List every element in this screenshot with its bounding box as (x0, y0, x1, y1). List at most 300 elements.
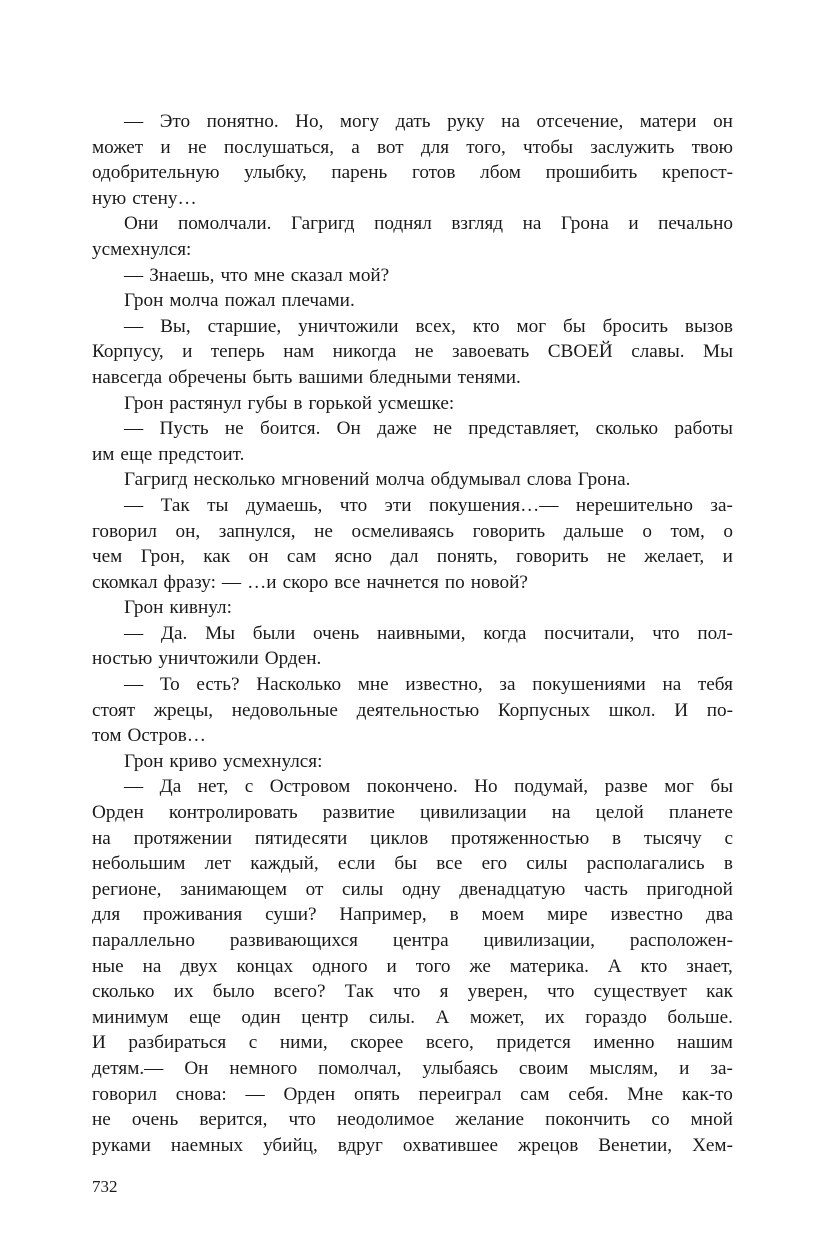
word: наемных (170, 1134, 244, 1156)
word: боится. (259, 418, 321, 440)
text-line (92, 544, 733, 570)
word: …и (247, 571, 277, 593)
word: от (305, 878, 324, 900)
word: вызов (684, 315, 733, 337)
word: небольшим (92, 853, 186, 875)
word: послушаться, (223, 136, 335, 158)
word: он (713, 111, 733, 132)
word: контролировать (168, 802, 298, 824)
word: СВОЕЙ (547, 341, 613, 363)
word: уничтожили (298, 315, 399, 337)
word: их (544, 1006, 565, 1028)
word: сам (520, 1083, 550, 1105)
word: а (351, 136, 360, 158)
text-line (92, 237, 733, 263)
word: проживания (143, 904, 243, 926)
word: — (124, 622, 144, 644)
word: всех, (415, 315, 456, 337)
word: вашими (298, 366, 364, 388)
text-line (92, 1030, 733, 1056)
word: работы (674, 418, 733, 440)
word: Мы (205, 622, 236, 644)
text-line (92, 314, 733, 340)
word: о (723, 520, 733, 542)
word: очень (312, 622, 360, 644)
word: Это (159, 111, 191, 132)
word: теперь (210, 341, 265, 363)
word: губы (247, 392, 288, 414)
word: — (124, 674, 144, 696)
word: когда (483, 622, 527, 644)
word: подумай, (514, 776, 589, 798)
word: развитие (322, 802, 395, 824)
word: циклов (370, 827, 429, 849)
word: желает, (644, 546, 705, 568)
word: мгновений (281, 469, 370, 491)
word: вдруг (337, 1134, 383, 1156)
word: посчитали, (544, 622, 635, 644)
word: поднял (374, 213, 432, 235)
word: Да (159, 776, 182, 798)
word: своим (518, 1057, 569, 1079)
word: что (393, 981, 421, 1003)
text-line (92, 979, 733, 1005)
word: все (436, 853, 463, 875)
text-line (92, 391, 733, 417)
word: лет (204, 853, 232, 875)
word: — (245, 1083, 265, 1105)
word: школ. (608, 699, 656, 721)
word: завоевать (451, 341, 530, 363)
word: То (159, 674, 180, 696)
word: часть (584, 878, 628, 900)
word: Гагригд (124, 469, 188, 491)
word: Мне (627, 1083, 664, 1105)
word: еще (120, 443, 153, 465)
word: понятно. (206, 111, 279, 132)
word: и (628, 213, 639, 235)
word: нет, (197, 776, 229, 798)
word: пожал (224, 290, 276, 312)
word: одну (401, 878, 441, 900)
word: Грона (560, 213, 609, 235)
word: руками (92, 1134, 151, 1156)
word: он, (175, 520, 201, 542)
word: на (522, 213, 542, 235)
word: пол- (697, 622, 733, 644)
word: с (244, 776, 254, 798)
word: центр (301, 1006, 349, 1028)
word: моем (481, 904, 525, 926)
word: и (160, 136, 171, 158)
word: нерешительно (575, 494, 693, 516)
word: недовольные (231, 699, 338, 721)
word: на (551, 802, 571, 824)
word: навсегда (92, 366, 163, 388)
word: покончить (545, 1109, 631, 1131)
text-line (92, 826, 733, 852)
word: на (662, 674, 682, 696)
word: занимающем (180, 878, 288, 900)
word: и (386, 955, 397, 977)
word: материка. (509, 955, 589, 977)
word: Он (336, 418, 361, 440)
word: готов (411, 162, 456, 184)
word: Венетии, (598, 1134, 673, 1156)
word: Так (344, 981, 374, 1003)
word: и (182, 341, 193, 363)
word: Корпусных (497, 699, 591, 721)
word: для (420, 136, 450, 158)
word: не (433, 418, 452, 440)
word: крепост- (661, 162, 733, 184)
word: ностью (92, 648, 153, 670)
word: никогда (332, 341, 397, 363)
word: лбом (480, 162, 521, 184)
word: Они (124, 213, 159, 235)
word: Грон, (140, 546, 185, 568)
word: эти (384, 494, 412, 516)
word: Орден. (264, 648, 322, 670)
word: Знаешь, (149, 264, 215, 286)
word: за- (710, 494, 733, 516)
word: чтобы (522, 136, 574, 158)
word: одобрительную (92, 162, 220, 184)
word: что (288, 1109, 316, 1131)
page-number: 732 (92, 1177, 118, 1196)
word: покушениями (532, 674, 646, 696)
word: неодолимое (337, 1109, 435, 1131)
text-line (92, 723, 733, 749)
word: уверен, (467, 981, 528, 1003)
text-line (92, 1082, 733, 1108)
word: знает, (686, 955, 733, 977)
word: говорить (516, 546, 589, 568)
word: не (607, 546, 626, 568)
word: кивнул: (169, 597, 232, 619)
word: не (414, 341, 434, 363)
word: охватившее (402, 1134, 498, 1156)
word: молча (375, 469, 425, 491)
word: запнулся, (218, 520, 296, 542)
word: том (92, 725, 122, 747)
word: быть (252, 366, 293, 388)
word: нашим (676, 1032, 733, 1054)
word: больше. (667, 1006, 733, 1028)
word: мой? (348, 264, 390, 286)
word: тебя (697, 674, 733, 696)
word: Орден (92, 802, 144, 824)
word: очень (131, 1109, 179, 1131)
word: одного (312, 955, 368, 977)
word: горькой (308, 392, 373, 414)
word: новой? (470, 571, 528, 593)
text-line (92, 902, 733, 928)
word: по (444, 571, 465, 593)
word: А (435, 1006, 450, 1028)
word: твою (691, 136, 733, 158)
text-line (92, 698, 733, 724)
text-line (92, 519, 733, 545)
word: нам (283, 341, 315, 363)
word: что (547, 981, 575, 1003)
word: на (92, 827, 111, 849)
word: и (679, 1057, 690, 1079)
word: есть? (196, 674, 240, 696)
word: ные (92, 955, 124, 977)
word: ясно (334, 546, 372, 568)
word: со (651, 1109, 670, 1131)
text-line (92, 954, 733, 980)
word: может, (469, 1006, 525, 1028)
word: развивающихся (229, 930, 358, 951)
text-line (92, 160, 733, 186)
word: разбираться (128, 1032, 227, 1054)
word: бледными (369, 366, 452, 388)
word: бы (563, 315, 586, 337)
word: еще (189, 1006, 221, 1028)
word: пятидесяти (254, 827, 348, 849)
word: в (612, 827, 622, 849)
word: гораздо (585, 1006, 647, 1028)
word: деятельностью (356, 699, 480, 721)
word: силы. (368, 1006, 416, 1028)
word: начнется (366, 571, 439, 593)
word: ты (207, 494, 229, 516)
word: и (722, 546, 733, 568)
word: говорил (92, 520, 157, 542)
word: сам (286, 546, 317, 568)
text-line (92, 749, 733, 775)
word: бы (394, 853, 418, 875)
text-line (92, 621, 733, 647)
word: я (439, 981, 449, 1003)
word: том, (670, 520, 705, 542)
word: помолчал, (318, 1057, 402, 1079)
text-line (92, 263, 733, 289)
word: плечами. (281, 290, 355, 312)
text-line (92, 467, 733, 493)
word: всего, (425, 1032, 474, 1054)
word: И (674, 699, 689, 721)
word: осмеливаясь (351, 520, 455, 542)
word: — (124, 264, 144, 286)
word: руку (447, 111, 485, 132)
word: его (481, 853, 508, 875)
word: жрецов (517, 1134, 579, 1156)
word: отсечение, (536, 111, 624, 132)
text-line (92, 1056, 733, 1082)
word: Хем- (692, 1134, 733, 1156)
word: что (652, 622, 680, 644)
word: придется (496, 1032, 571, 1054)
word: же (469, 955, 491, 977)
word: сколько (595, 418, 659, 440)
word: Вы, (160, 315, 191, 337)
word: мыслям, (589, 1057, 659, 1079)
word: бросить (602, 315, 668, 337)
word: двенадцатую (459, 878, 566, 900)
word: один (241, 1006, 281, 1028)
word: себя. (568, 1083, 609, 1105)
word: — (124, 315, 144, 337)
text-line (92, 774, 733, 800)
word: ними, (279, 1032, 328, 1054)
word: вот (376, 136, 404, 158)
word: А (607, 955, 622, 977)
word: желание (455, 1109, 525, 1131)
word: Он (184, 1057, 209, 1079)
word: понять, (436, 546, 498, 568)
word: как (706, 981, 733, 1003)
text-line (92, 646, 733, 672)
word: силы (342, 878, 384, 900)
word: силы (526, 853, 568, 875)
text-line (92, 1005, 733, 1031)
word: улыбку, (244, 162, 307, 184)
word: Но (474, 776, 498, 798)
text-line (92, 135, 733, 161)
text-line (92, 493, 733, 519)
text-line (92, 928, 733, 954)
word: концах (236, 955, 294, 977)
word: мной (690, 1109, 733, 1131)
word: печально (658, 213, 733, 235)
text-line (92, 1107, 733, 1133)
word: переиграл (418, 1083, 502, 1105)
word: — (124, 494, 144, 516)
word: Орден (283, 1083, 336, 1105)
word: Но, (295, 111, 324, 132)
word: Да. (160, 622, 188, 644)
word: суши? (265, 904, 317, 926)
word: пригодной (646, 878, 733, 900)
word: Грон (124, 392, 164, 414)
word: прошибить (545, 162, 638, 184)
word: обдумывал (430, 469, 521, 491)
word: целой (595, 802, 644, 824)
text-line (92, 109, 733, 135)
word: именно (593, 1032, 655, 1054)
word: на (501, 111, 520, 132)
text-line (92, 416, 733, 442)
text-line (92, 339, 733, 365)
text-line (92, 211, 733, 237)
word: тысячу (643, 827, 702, 849)
word: обречены (168, 366, 247, 388)
word: Мы (703, 341, 733, 363)
word: если (337, 853, 376, 875)
word: протяженностью (450, 827, 590, 849)
word: Насколько (256, 674, 342, 696)
text-line (92, 595, 733, 621)
word: Корпусу, (92, 341, 164, 363)
word: не (187, 136, 207, 158)
word: два (705, 904, 733, 926)
word: мог (516, 315, 547, 337)
word: с (248, 1032, 258, 1054)
text-line (92, 672, 733, 698)
word: убийц, (263, 1134, 318, 1156)
word: дальше (563, 520, 624, 542)
word: что (220, 264, 248, 286)
word: их (173, 981, 194, 1003)
word: растянул (169, 392, 242, 414)
word: мне (357, 674, 389, 696)
word: чем (92, 546, 123, 568)
word: может (92, 136, 144, 158)
word: славы. (631, 341, 685, 363)
word: бы (710, 776, 733, 798)
word: матери (639, 111, 697, 132)
word: помолчали. (177, 213, 272, 235)
word: регионе, (92, 878, 162, 900)
word: усмехнулся: (223, 750, 323, 772)
word: за (499, 674, 516, 696)
word: двух (180, 955, 218, 977)
word: Островом (269, 776, 351, 798)
word: кто (640, 955, 668, 977)
word: заслужить (590, 136, 675, 158)
word: Грон (124, 597, 164, 619)
word: — (124, 418, 144, 440)
word: для (92, 904, 121, 926)
text-line (92, 365, 733, 391)
text-line (92, 1133, 733, 1159)
word: существует (593, 981, 687, 1003)
word: не (314, 520, 333, 542)
word: мире (547, 904, 588, 926)
word: Например, (339, 904, 427, 926)
text-line (92, 186, 733, 212)
word: жрецы, (153, 699, 214, 721)
word: каждый, (250, 853, 319, 875)
word: верится, (199, 1109, 268, 1131)
word: фразу: (163, 571, 216, 593)
word: Грон (124, 290, 164, 312)
word: усмехнулся: (92, 238, 192, 260)
word: не (92, 1109, 111, 1131)
word: — (124, 776, 144, 798)
word: ную (92, 187, 127, 209)
word: Пусть (159, 418, 209, 440)
text-line (92, 877, 733, 903)
word: улыбаясь (422, 1057, 498, 1079)
word: скорее (350, 1032, 404, 1054)
body-text (92, 109, 733, 1158)
word: за- (710, 1057, 733, 1079)
word: слова (526, 469, 572, 491)
word: все (334, 571, 361, 593)
word: сколько (92, 981, 155, 1003)
word: думаешь, (245, 494, 323, 516)
word: несколько (193, 469, 276, 491)
word: стену… (132, 187, 197, 209)
word: планете (668, 802, 733, 824)
word: сказал (290, 264, 343, 286)
word: — (124, 111, 144, 132)
word: известно (610, 904, 684, 926)
word: снова: (175, 1083, 227, 1105)
word: по- (706, 699, 733, 721)
word: кто (472, 315, 500, 337)
word: молча (169, 290, 219, 312)
word: что (339, 494, 368, 516)
word: тенями. (457, 366, 521, 388)
word: расположен- (629, 930, 733, 951)
word: минимум (92, 1006, 169, 1028)
word: протяжении (133, 827, 233, 849)
